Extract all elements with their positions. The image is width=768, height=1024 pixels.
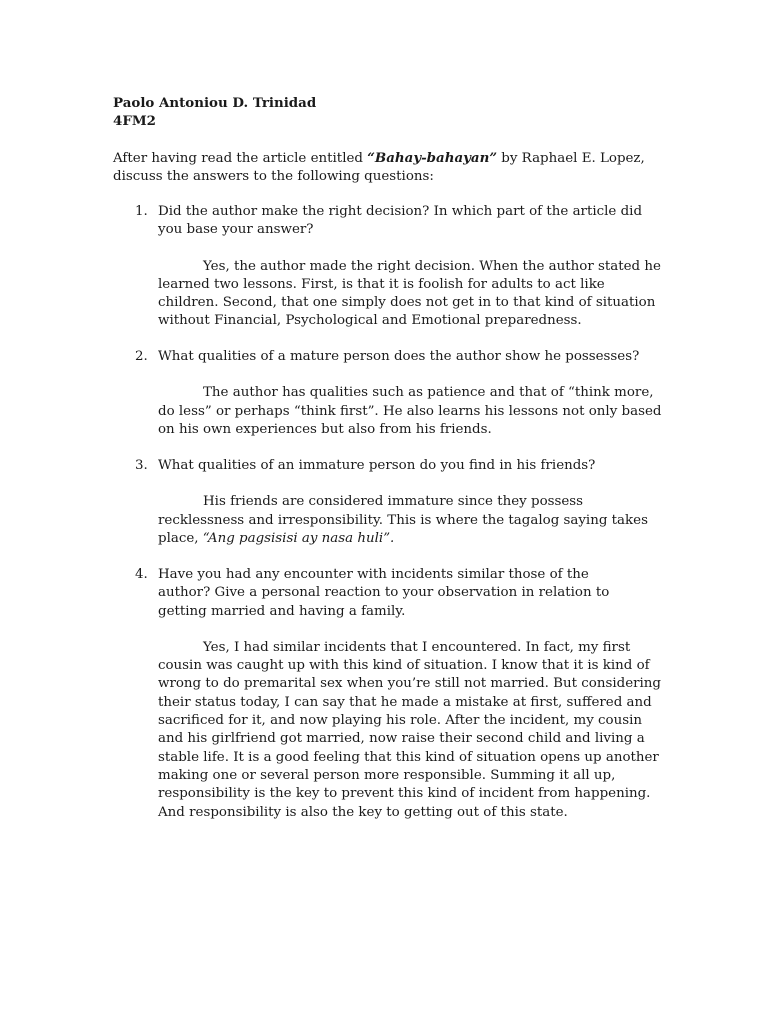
- question-item-4: [113, 566, 661, 822]
- answer-text: [158, 258, 668, 331]
- answer-body: His friends are considered immature since they possess recklessness and irresponsibility. This is where the tagalog saying takes place,: [158, 494, 648, 546]
- author-name: Paolo Antoniou D. Trinidad: [113, 95, 317, 111]
- answer-text: [158, 639, 668, 822]
- question-text: Did the author make the right decision? In which part of the article did you base your answer?: [158, 204, 643, 238]
- answer-body: Yes, the author made the right decision. When the author stated he learned two lessons. First, is that it is foolish for adults to act like children. Second, that one simply does not get in to that kind of situation without Financial, Psychological and Emotional preparedness.: [158, 258, 661, 329]
- answer-text: [158, 493, 668, 548]
- question-item-3: [113, 457, 648, 548]
- article-title: “Bahay-bahayan”: [367, 150, 498, 166]
- question-number: 2.: [135, 349, 148, 364]
- question-item-1: [113, 203, 661, 331]
- question-item-2: [113, 348, 662, 439]
- author-block: [113, 94, 316, 131]
- author-section: 4FM2: [113, 113, 156, 130]
- intro-text-before: After having read the article entitled: [113, 151, 368, 166]
- question-text: Have you had any encounter with incidents similar those of the author? Give a personal reaction to your observation in relation to getting married and having a family.: [158, 567, 610, 619]
- question-number: 3.: [135, 458, 148, 473]
- intro-text-after: by Raphael E. Lopez, discuss the answers to the following questions:: [113, 151, 645, 185]
- question-number: 4.: [135, 567, 148, 582]
- intro-paragraph: [113, 149, 658, 187]
- answer-body: The author has qualities such as patience and that of “think more, do less” or perhaps “think first”. He also learns his lessons not only based on his own experiences but also from his friends.: [158, 385, 662, 437]
- question-text: What qualities of a mature person does the author show he possesses?: [158, 349, 640, 364]
- answer-body: Yes, I had similar incidents that I encountered. In fact, my first cousin was caught up with this kind of situation. I know that it is kind of wrong to do premarital sex when you’re still not married. But considering their status today, I can say that he made a mistake at first, suffered and sacrificed for it, and now playing his role. After the incident, my cousin and his girlfriend got married, now raise their second child and living a stable life. It is a good feeling that this kind of situation opens up another making one or several person more responsible. Summing it all up, responsibility is the key to prevent this kind of incident from happening. And responsibility is also the key to getting out of this state.: [158, 639, 661, 820]
- question-text: What qualities of an immature person do you find in his friends?: [158, 458, 596, 473]
- answer-text: [158, 384, 668, 439]
- question-number: 1.: [135, 204, 148, 219]
- tagalog-saying: “Ang pagsisisi ay nasa huli”.: [202, 530, 395, 546]
